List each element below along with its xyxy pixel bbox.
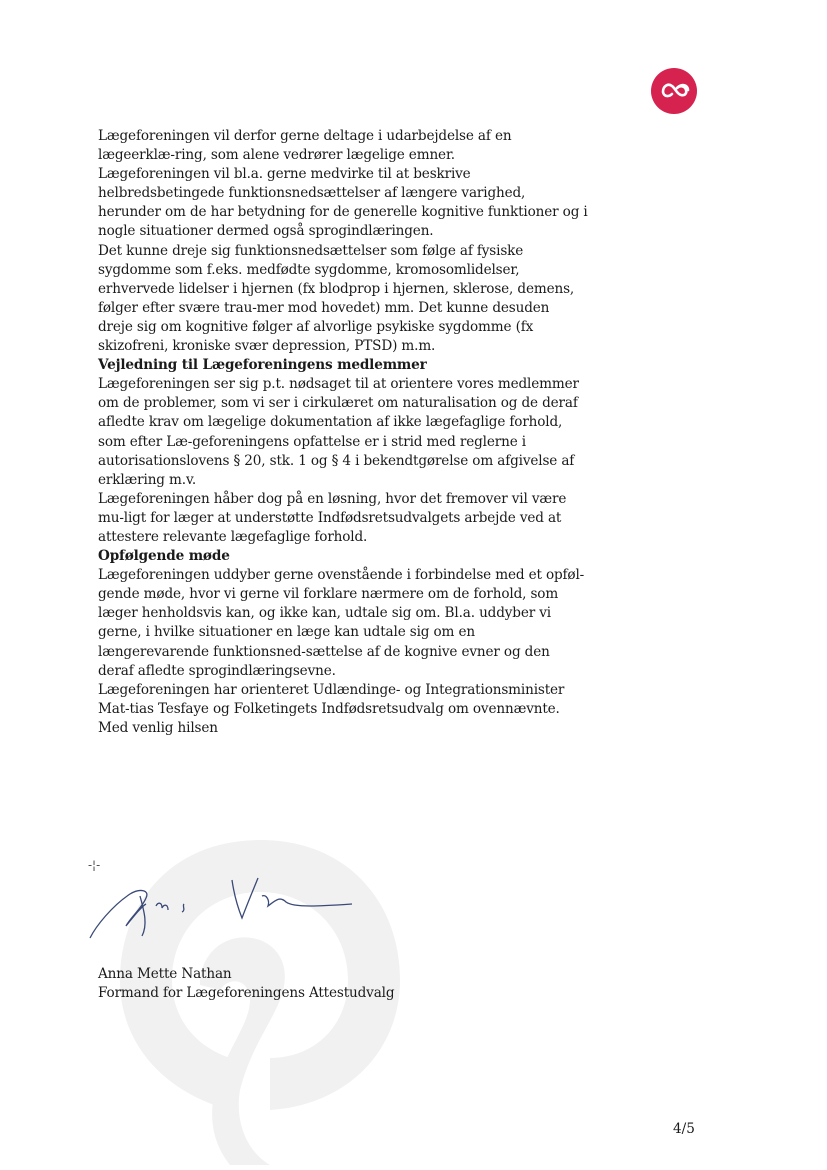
body-paragraph: Det kunne dreje sig funktionsnedsættelser som følge af fysiske sygdomme som f.eks. medfødte sygdomme, kromosomlidelser, erhvervede lidelser i hjernen (fx blodprop i hjernen, sklerose, demens, følger efter svære trau-mer mod hovedet) mm. Det kunne desuden dreje sig om kognitive følger af alvorlige psykiske sygdomme (fx skizofreni, kroniske svær depression, PTSD) m.m. <box>98 242 575 355</box>
signer-title: Formand for Lægeforeningens Attestudvalg <box>98 985 395 1002</box>
handwritten-signature <box>82 866 357 951</box>
laegeforeningen-logo-icon <box>651 68 697 114</box>
page-number: 4/5 <box>673 1121 695 1137</box>
body-paragraph: Lægeforeningen har orienteret Udlændinge- og Integrationsminister Mat-tias Tesfaye og Folketingets Indfødsretsudvalg om ovennævnte. <box>98 681 565 717</box>
closing-salutation: Med venlig hilsen <box>98 719 218 736</box>
body-paragraph: Lægeforeningen vil bl.a. gerne medvirke til at beskrive helbredsbetingede funktionsnedsættelser af længere varighed, herunder om de har betydning for de generelle kognitive funktioner og i nogle situationer dermed også sprogindlæringen. <box>98 166 588 240</box>
signature-block <box>98 965 394 1003</box>
body-paragraph: Lægeforeningen vil derfor gerne deltage i udarbejdelse af en lægeerklæ-ring, som alene vedrører lægelige emner. <box>98 128 512 164</box>
insertion-cursor-icon: -¦- <box>88 858 101 872</box>
body-paragraph: Lægeforeningen ser sig p.t. nødsaget til at orientere vores medlemmer om de problemer, som vi ser i cirkulæret om naturalisation og de deraf afledte krav om lægelige dokumentation af ikke lægefaglige forhold, som efter Læ-geforeningens opfattelse er i strid med reglerne i autorisationslovens § 20, stk. 1 og § 4 i bekendtgørelse om afgivelse af erklæring m.v. <box>98 376 579 488</box>
body-paragraph: Lægeforeningen uddyber gerne ovenstående i forbindelse med et opføl-gende møde, hvor vi gerne vil forklare nærmere om de forhold, som læger henholdsvis kan, og ikke kan, udtale sig om. Bl.a. uddyber vi gerne, i hvilke situationer en læge kan udtale sig om en længerevarende funktionsned-sættelse af de kognive evner og den deraf afledte sprogindlæringsevne. <box>98 567 585 679</box>
section-heading-opfoelgende-moede: Opfølgende møde <box>98 548 230 565</box>
letter-body <box>98 127 588 738</box>
body-paragraph: Lægeforeningen håber dog på en løsning, hvor det fremover vil være mu-ligt for læger at understøtte Indfødsretsudvalgets arbejde ved at attestere relevante lægefaglige forhold. <box>98 490 567 545</box>
section-heading-vejledning: Vejledning til Lægeforeningens medlemmer <box>98 357 427 374</box>
signer-name: Anna Mette Nathan <box>98 966 232 982</box>
